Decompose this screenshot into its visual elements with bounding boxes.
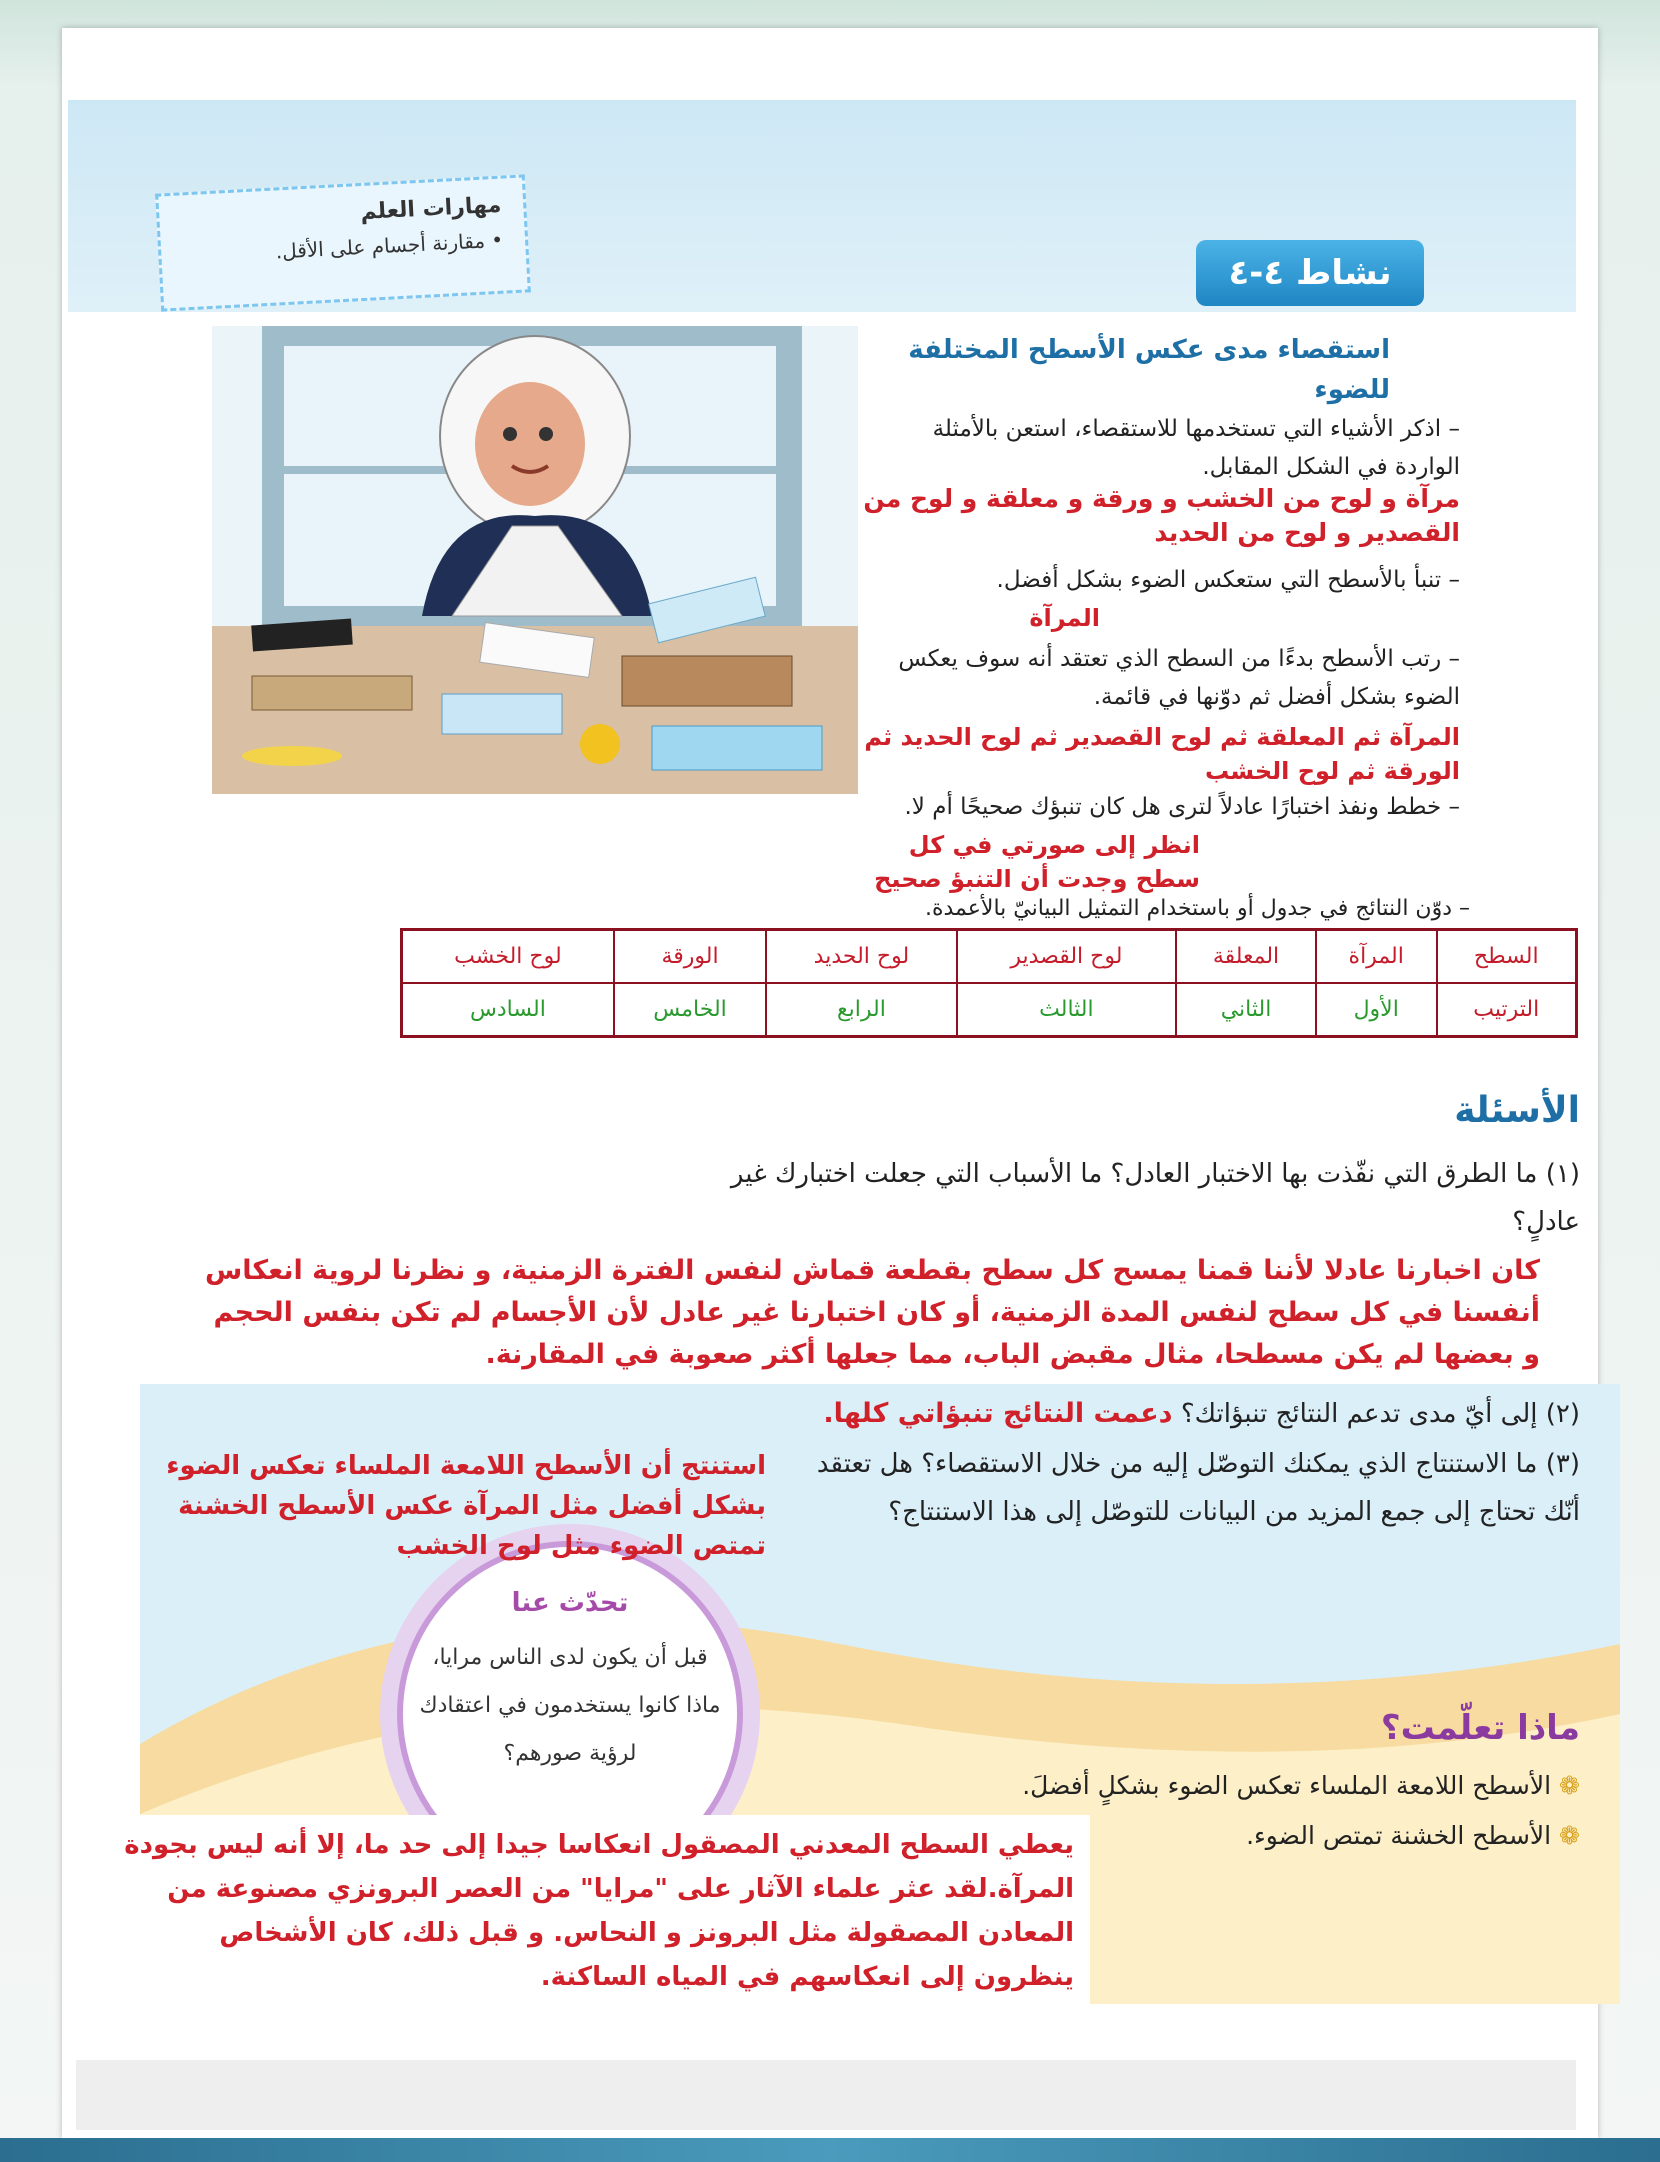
answer-3: استنتج أن الأسطح اللامعة الملساء تعكس الضوء بشكل أفضل مثل المرآة عكس الأسطح الخشنة تمتص الضوء مثل لوح الخشب (166, 1451, 766, 1561)
question-1: (١) ما الطرق التي نفّذت بها الاختبار العادل؟ ما الأسباب التي جعلت اختبارك غير عادلٍ؟ (730, 1159, 1580, 1237)
step-3-answer: المرآة ثم المعلقة ثم لوح القصدير ثم لوح الحديد ثم الورقة ثم لوح الخشب (864, 723, 1460, 785)
table-header-cell: لوح القصدير (957, 930, 1176, 984)
table-cell: الترتيب (1437, 983, 1577, 1037)
step-2-answer: المرآة (1029, 604, 1100, 632)
bottom-border (0, 2138, 1660, 2162)
table-cell: الخامس (614, 983, 766, 1037)
table-header-cell: لوح الخشب (402, 930, 614, 984)
table-header-cell: لوح الحديد (766, 930, 957, 984)
step-2-text: – تنبأ بالأسطح التي ستعكس الضوء بشكل أفضل. (996, 567, 1460, 593)
talk-line: ماذا كانوا يستخدمون في اعتقادك (419, 1693, 721, 1718)
table-cell: الثاني (1176, 983, 1316, 1037)
step-1-answer: مرآة و لوح من الخشب و ورقة و معلقة و لوح من القصدير و لوح من الحديد (863, 484, 1460, 547)
activity-tag: نشاط ٤-٤ (1196, 240, 1424, 306)
table-row (402, 983, 1577, 1037)
learned-title: ماذا تعلّمت؟ (1380, 1708, 1580, 1748)
question-3: (٣) ما الاستنتاج الذي يمكنك التوصّل إليه من خلال الاستقصاء؟ هل تعتقد أنّك تحتاج إلى جمع المزيد من البيانات للتوصّل إلى هذا الاستنتاج؟ (816, 1449, 1580, 1527)
skills-box (155, 174, 531, 311)
table-cell: الأول (1316, 983, 1437, 1037)
table-header-row (402, 930, 1577, 984)
activity-title: استقصاء مدى عكس الأسطح المختلفة للضوء (908, 335, 1390, 405)
table-header-cell: الورقة (614, 930, 766, 984)
step-3-text: – رتب الأسطح بدءًا من السطح الذي تعتقد أنه سوف يعكس الضوء بشكل أفضل ثم دوّنها في قائمة. (898, 646, 1460, 710)
question-2 (540, 1390, 1580, 1438)
skills-title: مهارات العلم (359, 192, 502, 226)
talk-answer: يعطي السطح المعدني المصقول انعكاسا جيدا إلى حد ما، إلا أنه ليس بجودة المرآة.لقد عثر علماء الآثار على "مرايا" من العصر البرونزي مصنوعة من المعادن المصقولة مثل البرونز و النحاس. و قبل ذلك، كان الأشخاص ينظرون إلى انعكاسهم في المياه الساكنة. (124, 1830, 1074, 1992)
learned-item: ❁ الأسطح الخشنة تمتص الضوء. (1246, 1821, 1580, 1850)
table-header-cell: السطح (1437, 930, 1577, 984)
skills-item: • مقارنة أجسام على الأقل. (275, 227, 504, 264)
question-2-text: (٢) إلى أيّ مدى تدعم النتائج تنبؤاتك؟ (1180, 1399, 1580, 1429)
results-table (400, 928, 1578, 1038)
table-header-cell: المرآة (1316, 930, 1437, 984)
table-intro: – دوّن النتائج في جدول أو باستخدام التمثيل البيانيّ بالأعمدة. (924, 896, 1470, 921)
talk-answer-box (100, 1815, 1090, 2015)
leaf-icon: ❁ (1551, 1771, 1580, 1800)
step-4-answer: انظر إلى صورتي في كل سطح وجدت أن التنبؤ صحيح (874, 831, 1200, 893)
leaf-icon: ❁ (1551, 1821, 1580, 1850)
table-cell: الثالث (957, 983, 1176, 1037)
table-cell: الرابع (766, 983, 957, 1037)
talk-title: تحدّث عنا (511, 1588, 629, 1618)
girl-with-objects-illustration (212, 326, 858, 794)
answer-2: دعمت النتائج تنبؤاتي كلها. (823, 1398, 1173, 1429)
talk-line: لرؤية صورهم؟ (503, 1741, 637, 1766)
learned-item: ❁ الأسطح اللامعة الملساء تعكس الضوء بشكلٍ أفضلَ. (1022, 1771, 1580, 1800)
talk-bubble (380, 1588, 760, 1778)
step-4-text: – خطط ونفذ اختبارًا عادلاً لترى هل كان تنبؤك صحيحًا أم لا. (904, 794, 1460, 820)
answer-1: كان اخبارنا عادلا لأننا قمنا يمسح كل سطح بقطعة قماش لنفس الفترة الزمنية، و نظرنا لروية انعكاس أنفسنا في كل سطح لنفس المدة الزمنية، أو كان اختبارنا غير عادل لأن الأجسام لم تكن بنفس الحجم و بعضها لم يكن مسطحا، مثال مقبض الباب، مما جعلها أكثر صعوبة في المقارنة. (205, 1255, 1540, 1370)
footer-band (76, 2060, 1576, 2130)
table-cell: السادس (402, 983, 614, 1037)
talk-line: قبل أن يكون لدى الناس مرايا، (432, 1645, 708, 1670)
step-1-text: – اذكر الأشياء التي تستخدمها للاستقصاء، استعن بالأمثلة الواردة في الشكل المقابل. (932, 416, 1460, 480)
table-header-cell: المعلقة (1176, 930, 1316, 984)
questions-title: الأسئلة (1454, 1090, 1580, 1131)
